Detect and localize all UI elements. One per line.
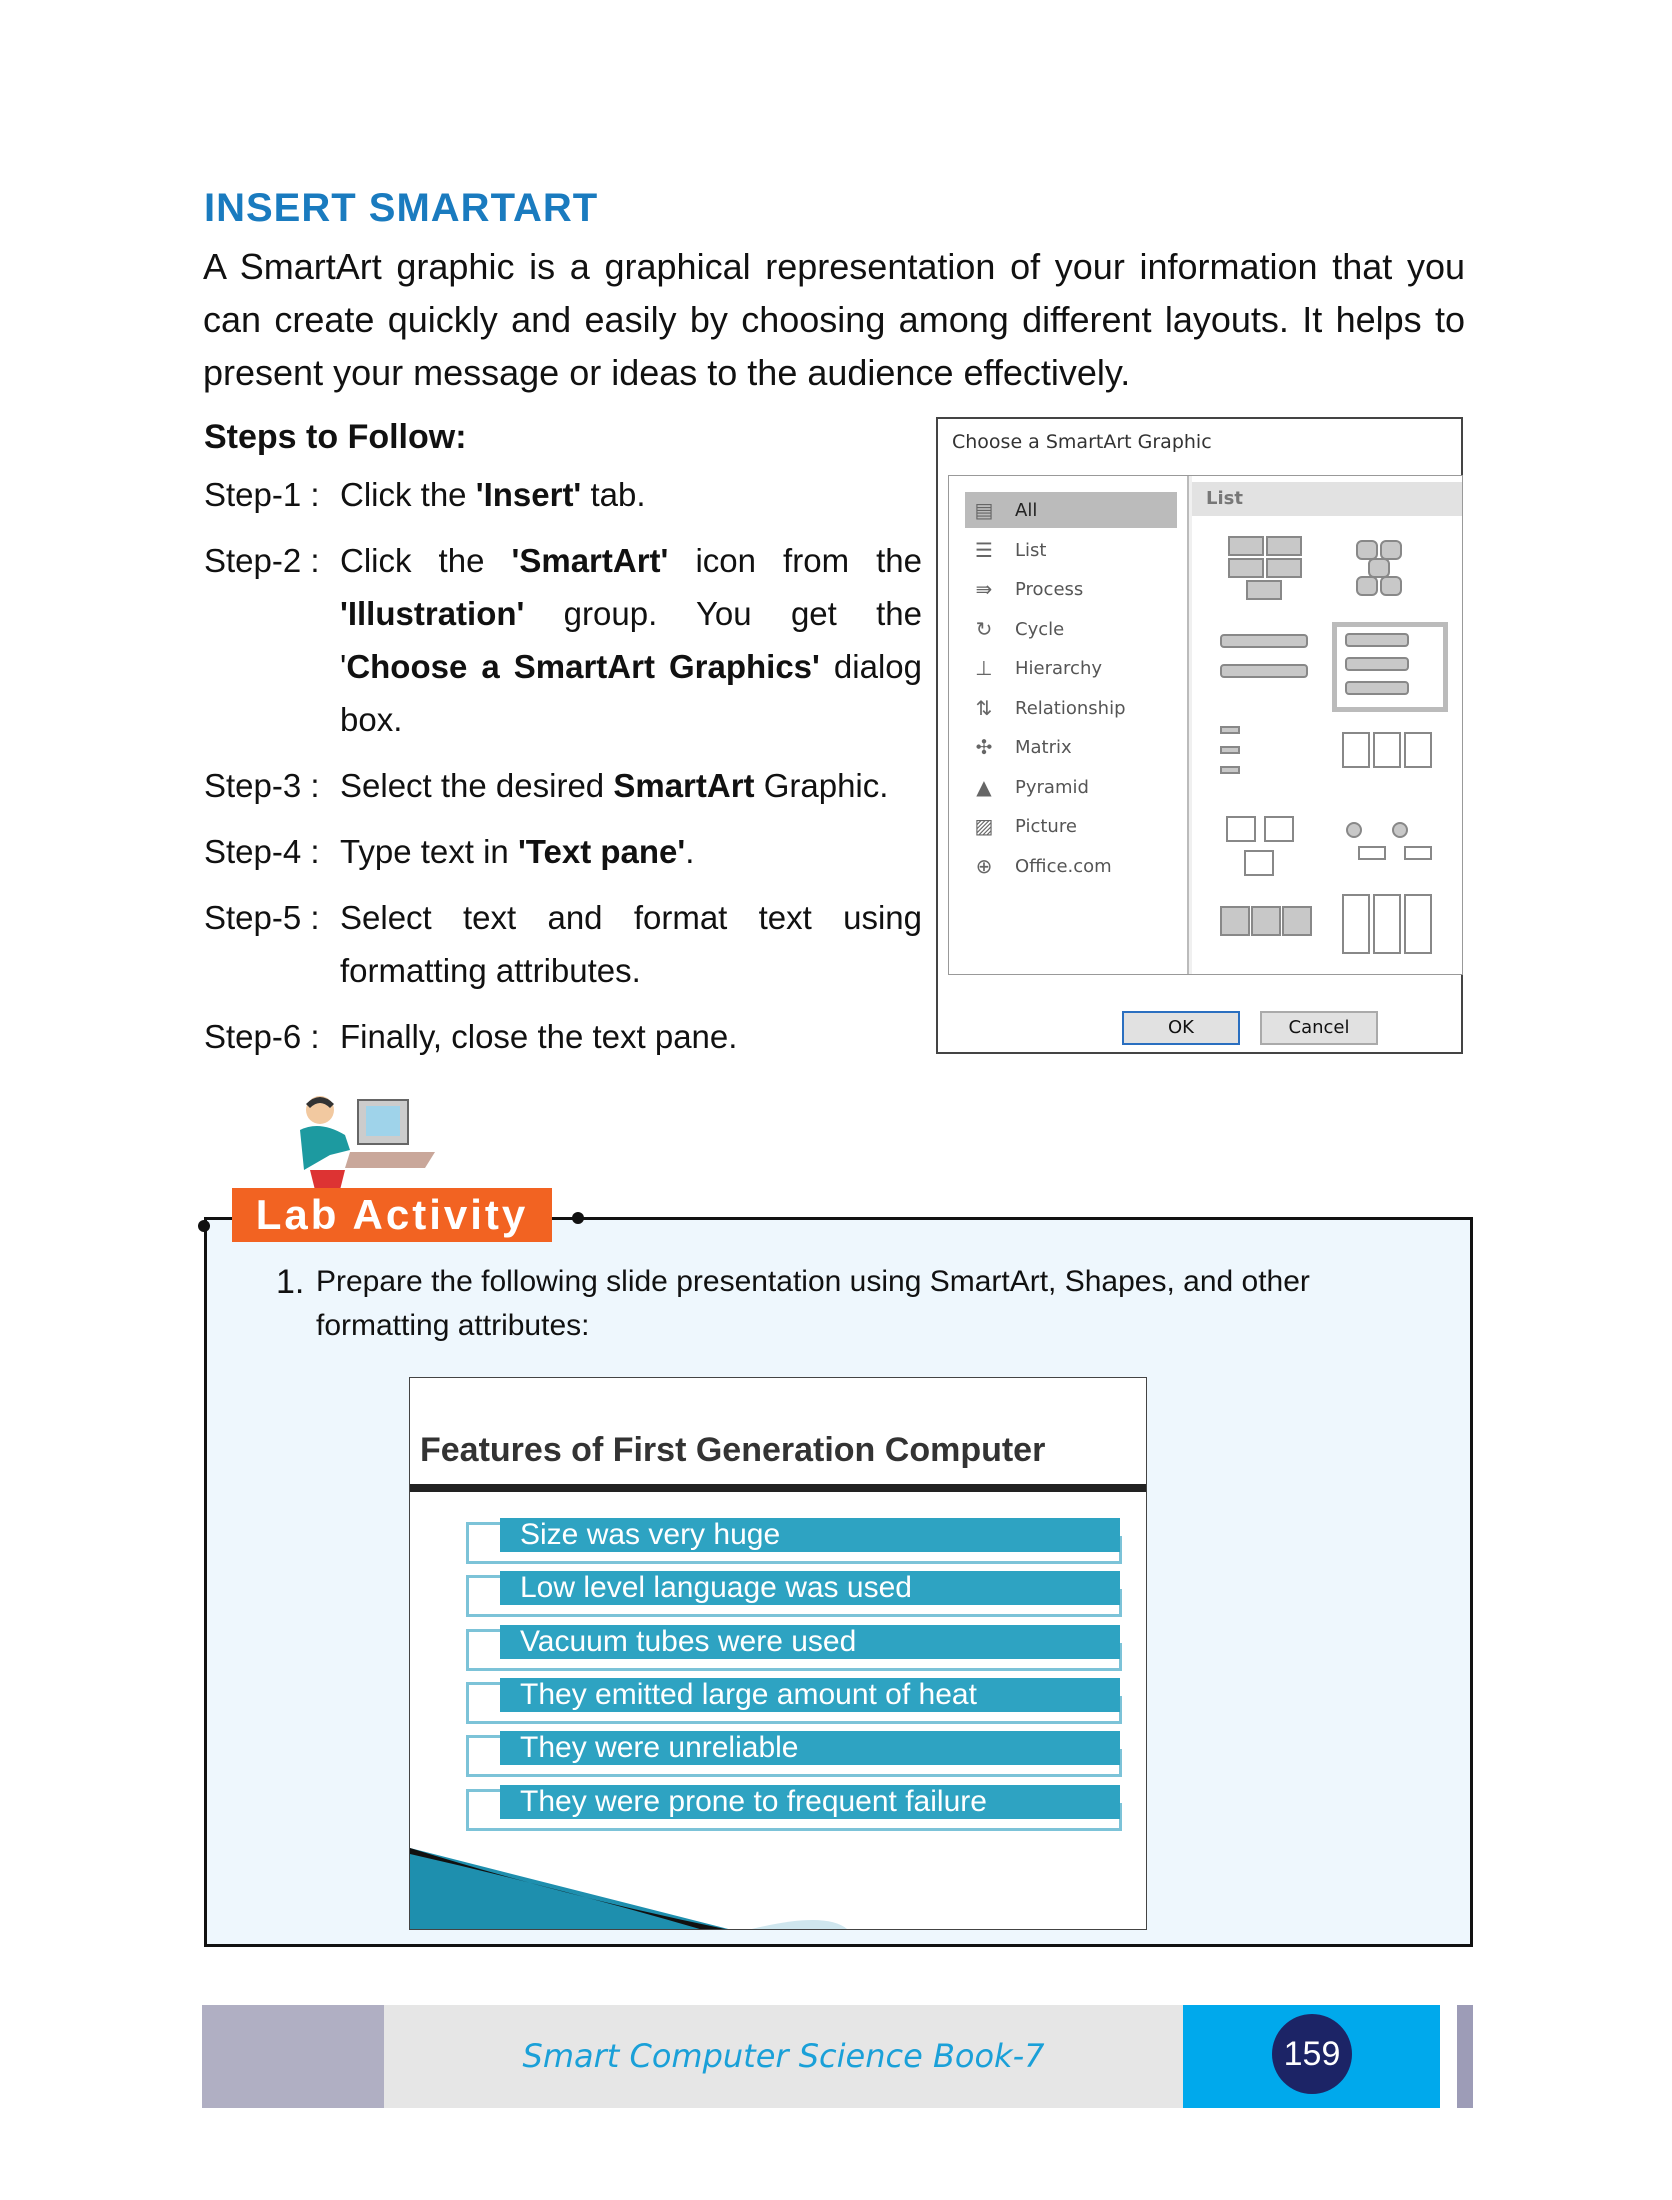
ok-button[interactable]: OK — [1122, 1011, 1240, 1045]
category-hierarchy[interactable]: ⊥ Hierarchy — [965, 650, 1177, 686]
step-6: Step-6 : Finally, close the text pane. — [204, 1010, 922, 1063]
smartart-dialog — [936, 417, 1463, 1054]
picture-icon: ▨ — [974, 814, 994, 838]
hierarchy-icon: ⊥ — [975, 656, 993, 680]
layout-gallery — [1192, 476, 1462, 974]
slide-item: Size was very huge — [500, 1518, 1120, 1552]
category-cycle[interactable]: ↻ Cycle — [965, 611, 1177, 647]
lab-question: 1. Prepare the following slide presentation using SmartArt, Shapes, and other formatting attributes: — [276, 1263, 1310, 1342]
relationship-icon: ⇅ — [975, 696, 993, 720]
step-3: Step-3 : Select the desired SmartArt Graphic. — [204, 759, 922, 812]
slide-item: Low level language was used — [500, 1571, 1120, 1605]
process-icon: ⇛ — [975, 577, 993, 601]
layout-header: List — [1192, 482, 1462, 516]
step-number: Step-2 : — [204, 542, 320, 579]
layout-thumb[interactable] — [1220, 906, 1316, 978]
layout-thumb[interactable] — [1342, 894, 1438, 966]
step-number: Step-1 : — [204, 476, 320, 513]
slide-swoosh-decoration — [410, 1848, 1147, 1930]
slide-item: They were unreliable — [500, 1731, 1120, 1765]
title-divider — [410, 1484, 1147, 1492]
slide-item: They were prone to frequent failure — [500, 1785, 1120, 1819]
step-5: Step-5 : Select text and format text using formatting attributes. — [204, 891, 922, 997]
dialog-title: Choose a SmartArt Graphic — [952, 431, 1212, 453]
category-list-item[interactable]: ☰ List — [965, 532, 1177, 568]
student-computer-illustration — [290, 1090, 440, 1190]
layout-thumb[interactable] — [1342, 732, 1438, 804]
cycle-icon: ↻ — [975, 617, 993, 641]
slide-item: Vacuum tubes were used — [500, 1625, 1120, 1659]
steps-list — [204, 468, 922, 1076]
category-pyramid[interactable]: ▲ Pyramid — [965, 769, 1177, 805]
list-icon: ☰ — [975, 538, 993, 562]
slide-item: They emitted large amount of heat — [500, 1678, 1120, 1712]
section-title: INSERT SMARTART — [204, 186, 599, 230]
all-icon: ▤ — [974, 498, 994, 522]
steps-heading: Steps to Follow: — [204, 418, 467, 456]
matrix-icon: ✣ — [975, 735, 993, 759]
layout-thumb-selected[interactable] — [1332, 622, 1448, 712]
category-matrix[interactable]: ✣ Matrix — [965, 729, 1177, 765]
slide-title: Features of First Generation Computer — [420, 1431, 1046, 1469]
layout-thumb[interactable] — [1220, 726, 1316, 798]
pyramid-icon: ▲ — [976, 775, 992, 799]
category-list — [949, 476, 1189, 974]
step-number: Step-5 : — [204, 899, 320, 936]
category-all[interactable]: ▤ All — [965, 492, 1177, 528]
footer-book-title: Smart Computer Science Book-7 — [384, 2005, 1183, 2108]
category-picture[interactable]: ▨ Picture — [965, 808, 1177, 844]
layout-thumb[interactable] — [1220, 816, 1316, 888]
step-number: Step-4 : — [204, 833, 320, 870]
slide-preview — [409, 1377, 1147, 1930]
lab-activity-tag: Lab Activity — [232, 1188, 552, 1242]
layout-thumb[interactable] — [1220, 634, 1316, 706]
category-relationship[interactable]: ⇅ Relationship — [965, 690, 1177, 726]
layout-thumb[interactable] — [1342, 822, 1438, 894]
bullet-dot — [198, 1220, 210, 1232]
bullet-dot — [572, 1212, 584, 1224]
category-process[interactable]: ⇛ Process — [965, 571, 1177, 607]
footer-left-block — [202, 2005, 384, 2108]
cancel-button[interactable]: Cancel — [1260, 1011, 1378, 1045]
step-number: Step-3 : — [204, 767, 320, 804]
layout-thumb[interactable] — [1342, 536, 1438, 608]
page-number: 159 — [1272, 2014, 1352, 2094]
globe-icon: ⊕ — [975, 854, 993, 878]
step-4: Step-4 : Type text in 'Text pane'. — [204, 825, 922, 878]
category-office-com[interactable]: ⊕ Office.com — [965, 848, 1177, 884]
footer-right-block — [1457, 2005, 1473, 2108]
intro-paragraph: A SmartArt graphic is a graphical representation of your information that you can create quickly and easily by choosing among different layouts. It helps to present your message or ideas to the audience effectively. — [203, 246, 1465, 393]
layout-thumb[interactable] — [1220, 536, 1316, 608]
step-2: Step-2 : Click the 'SmartArt' icon from the 'Illustration' group. You get the 'Choose a SmartArt Graphics' dialog box. — [204, 534, 922, 746]
step-1: Step-1 : Click the 'Insert' tab. — [204, 468, 922, 521]
step-number: Step-6 : — [204, 1018, 320, 1055]
